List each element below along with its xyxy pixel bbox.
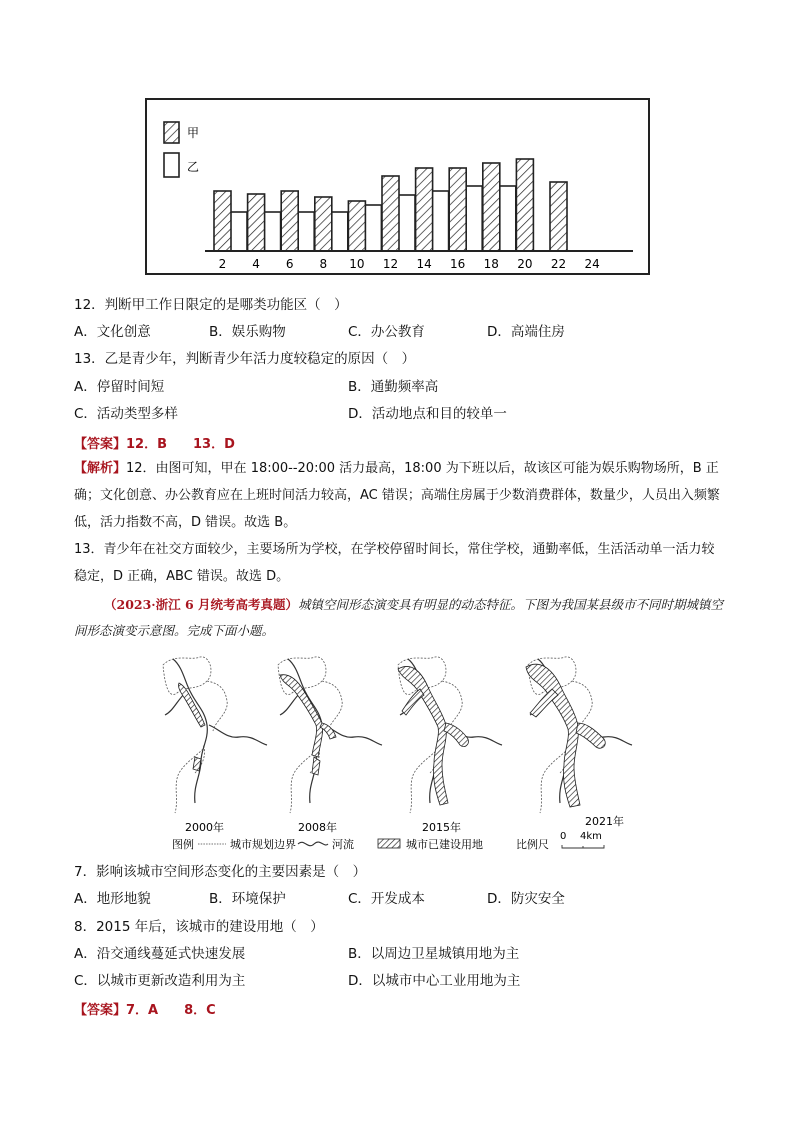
x-tick-12: 12 (382, 257, 399, 271)
x-tick-18: 18 (483, 257, 499, 271)
legend-label-jia: 甲 (187, 126, 200, 140)
answer-label: 【答案】 (74, 437, 127, 452)
svg-text:城市已建设用地: 城市已建设用地 (406, 838, 483, 851)
x-tick-2: 2 (218, 257, 227, 271)
answer-label: 【答案】 (74, 1003, 127, 1018)
q12-option-c[interactable]: C．办公教育 (348, 324, 425, 340)
x-tick-22: 22 (550, 257, 567, 271)
analysis-label: 【解析】 (74, 461, 127, 476)
map-year-2015: 2015年 (422, 821, 461, 834)
bar-jia-22 (550, 182, 567, 251)
bar-yi-2 (230, 212, 247, 251)
legend-label-yi: 乙 (187, 160, 200, 174)
chart-legend (164, 122, 199, 177)
x-tick-6: 6 (285, 257, 294, 271)
bar-yi-6 (297, 212, 314, 251)
x-tick-4: 4 (252, 257, 260, 271)
bar-jia-2 (214, 191, 231, 251)
q8-stem: 8．2015 年后，该城市的建设用地（ ） (74, 919, 324, 935)
bar-yi-12 (398, 195, 415, 251)
bar-yi-4 (264, 212, 281, 251)
svg-text:比例尺: 比例尺 (516, 838, 549, 851)
intro-text: 城镇空间形态演变具有明显的动态特征。下图为我国某县级市不同时期城镇空间形态演变示意图。完成下面小题。 (74, 597, 724, 638)
svg-text:4km: 4km (580, 831, 602, 842)
q13-option-c[interactable]: C．活动类型多样 (74, 406, 178, 422)
bar-jia-8 (315, 197, 332, 251)
bar-yi-10 (364, 205, 381, 251)
x-tick-20: 20 (517, 257, 533, 271)
map-2008 (278, 657, 382, 834)
q8-option-b[interactable]: B．以周边卫星城镇用地为主 (348, 946, 520, 962)
q12-option-d[interactable]: D．高端住房 (487, 324, 565, 340)
analysis-block-1 (74, 455, 724, 590)
bar-yi-16 (465, 186, 482, 251)
intro-source: （2023·浙江 6 月统考高考真题） (104, 597, 299, 612)
bar-jia-6 (281, 191, 298, 251)
map-legend (172, 831, 604, 851)
bar-yi-14 (432, 191, 449, 251)
bar-chart (147, 100, 648, 273)
bar-jia-10 (348, 201, 365, 251)
q13-option-b[interactable]: B．通勤频率高 (348, 379, 439, 395)
legend-swatch-jia (164, 122, 179, 143)
answer-block-2 (74, 999, 216, 1018)
bar-jia-16 (449, 168, 466, 251)
svg-text:城市规划边界: 城市规划边界 (230, 838, 296, 851)
answer-text: 7．A 8．C (126, 1003, 216, 1018)
svg-text:图例: 图例 (172, 838, 194, 851)
q8-option-a[interactable]: A．沿交通线蔓延式快速发展 (74, 946, 246, 962)
q7-option-d[interactable]: D．防灾安全 (487, 891, 565, 907)
q8-option-c[interactable]: C．以城市更新改造利用为主 (74, 973, 246, 989)
x-tick-14: 14 (416, 257, 432, 271)
q7-stem: 7．影响该城市空间形态变化的主要因素是（ ） (74, 864, 367, 880)
x-tick-24: 24 (584, 257, 600, 271)
q7-option-b[interactable]: B．环境保护 (209, 891, 286, 907)
bar-yi-8 (331, 212, 348, 251)
map-year-2008: 2008年 (298, 821, 337, 834)
q7-option-c[interactable]: C．开发成本 (348, 891, 425, 907)
x-tick-8: 8 (319, 257, 328, 271)
bar-jia-20 (516, 159, 533, 251)
legend-swatch-yi (164, 153, 179, 177)
analysis-q12 (74, 455, 724, 536)
city-evolution-maps (150, 648, 650, 853)
bar-jia-14 (416, 168, 433, 251)
chart-frame (145, 98, 650, 275)
svg-text:0: 0 (560, 831, 567, 842)
map-year-2000: 2000年 (185, 821, 224, 834)
map-2000 (163, 657, 267, 834)
bar-jia-18 (483, 163, 500, 251)
q12-option-b[interactable]: B．娱乐购物 (209, 324, 286, 340)
bar-jia-12 (382, 176, 399, 251)
map-2015 (398, 657, 502, 834)
x-tick-16: 16 (450, 257, 466, 271)
city-evolution-figure (150, 648, 650, 853)
answer-text: 12．B 13．D (126, 437, 235, 452)
q13-stem: 13．乙是青少年，判断青少年活力度较稳定的原因（ ） (74, 351, 416, 367)
answer-block-1 (74, 433, 235, 452)
q12-option-a[interactable]: A．文化创意 (74, 324, 151, 340)
intro-2 (74, 592, 724, 644)
bar-jia-4 (248, 194, 265, 251)
map-2021 (526, 657, 632, 828)
x-tick-10: 10 (349, 257, 365, 271)
q13-option-d[interactable]: D．活动地点和目的较单一 (348, 406, 507, 422)
svg-text:河流: 河流 (332, 838, 354, 851)
bar-yi-18 (499, 186, 516, 251)
q8-option-d[interactable]: D．以城市中心工业用地为主 (348, 973, 521, 989)
map-year-2021: 2021年 (585, 815, 624, 828)
analysis-q12-text: 12．由图可知，甲在 18:00--20:00 活力最高，18:00 为下班以后，故该区可能为娱乐购物场所，B 正确；文化创意、办公教育应在上班时间活力较高，AC 错误；高端住房属于少数消费群体，数量少，人员出入频繁低，活力指数不高，D 错误。故选 B。 (74, 461, 720, 530)
q12-stem: 12．判断甲工作日限定的是哪类功能区（ ） (74, 297, 348, 313)
q13-option-a[interactable]: A．停留时间短 (74, 379, 165, 395)
analysis-q13: 13．青少年在社交方面较少，主要场所为学校，在学校停留时间长，常住学校，通勤率低，生活活动单一活力较稳定，D 正确，ABC 错误。故选 D。 (74, 542, 715, 584)
q7-option-a[interactable]: A．地形地貌 (74, 891, 151, 907)
